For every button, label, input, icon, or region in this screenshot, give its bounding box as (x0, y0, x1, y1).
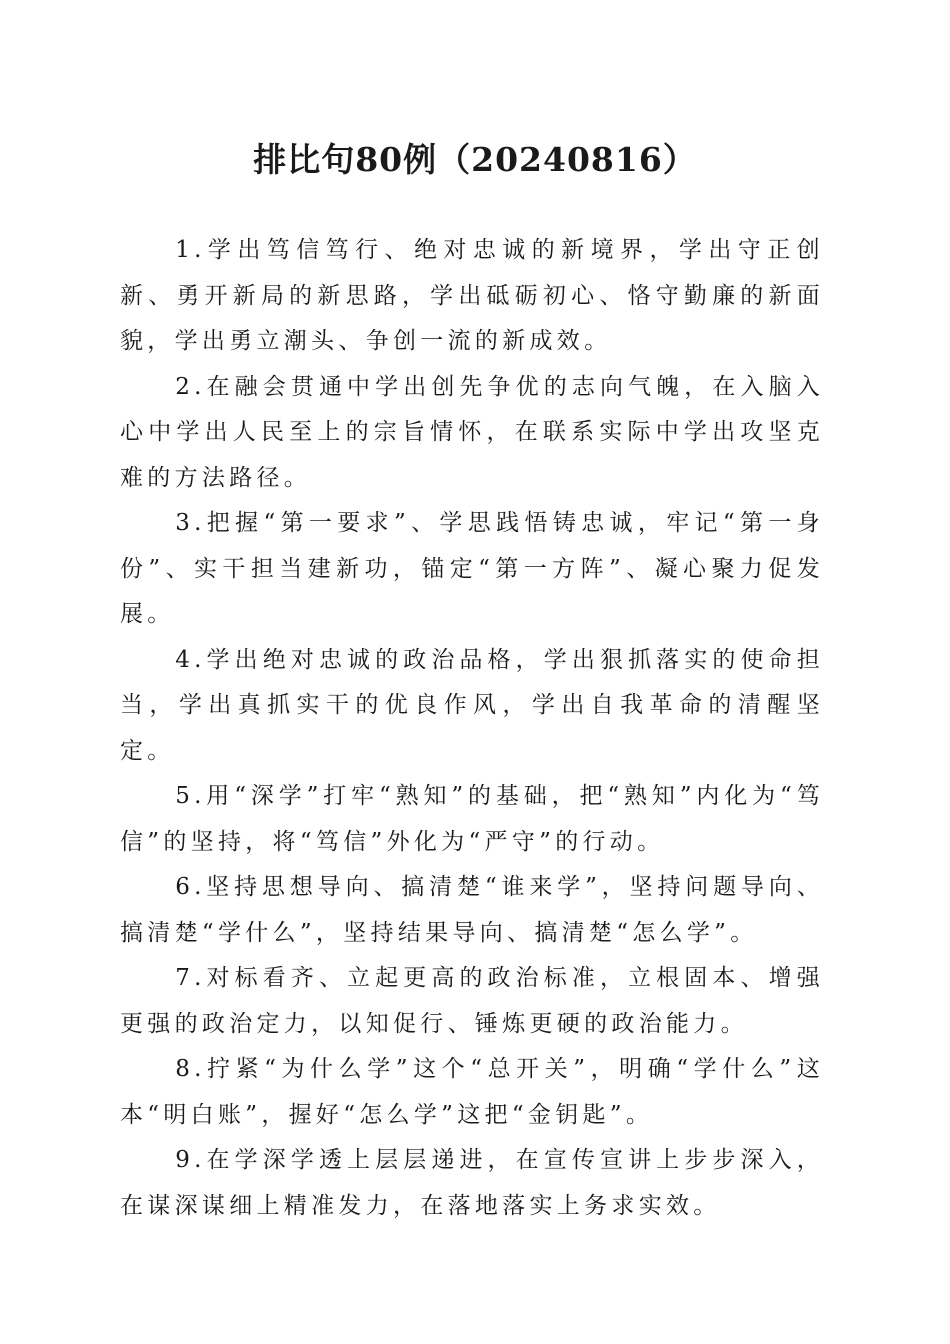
paragraph-1: 1.学出笃信笃行、绝对忠诚的新境界，学出守正创新、勇开新局的新思路，学出砥砺初心、恪守勤廉的新面貌，学出勇立潮头、争创一流的新成效。 (120, 237, 824, 354)
paragraph-4: 4.学出绝对忠诚的政治品格，学出狠抓落实的使命担当，学出真抓实干的优良作风，学出自我革命的清醒坚定。 (120, 646, 824, 764)
paragraph-5: 5.用“深学”打牢“熟知”的基础，把“熟知”内化为“笃信”的坚持，将“笃信”外化为“严守”的行动。 (120, 783, 824, 855)
paragraph-7: 7.对标看齐、立起更高的政治标准，立根固本、增强更强的政治定力，以知促行、锤炼更硬的政治能力。 (120, 965, 824, 1037)
paragraph-6: 6.坚持思想导向、搞清楚“谁来学”，坚持问题导向、搞清楚“学什么”，坚持结果导向、搞清楚“怎么学”。 (120, 874, 824, 946)
document-title: 排比句80例（20240816） (253, 140, 697, 179)
document-body (120, 228, 824, 1229)
paragraph-9: 9.在学深学透上层层递进，在宣传宣讲上步步深入，在谋深谋细上精准发力，在落地落实上务求实效。 (120, 1147, 824, 1219)
paragraph-8: 8.拧紧“为什么学”这个“总开关”，明确“学什么”这本“明白账”，握好“怎么学”这把“金钥匙”。 (120, 1056, 824, 1128)
paragraph-3: 3.把握“第一要求”、学思践悟铸忠诚，牢记“第一身份”、实干担当建新功，锚定“第一方阵”、凝心聚力促发展。 (120, 510, 824, 627)
paragraph-2: 2.在融会贯通中学出创先争优的志向气魄，在入脑入心中学出人民至上的宗旨情怀，在联系实际中学出攻坚克难的方法路径。 (120, 373, 824, 491)
